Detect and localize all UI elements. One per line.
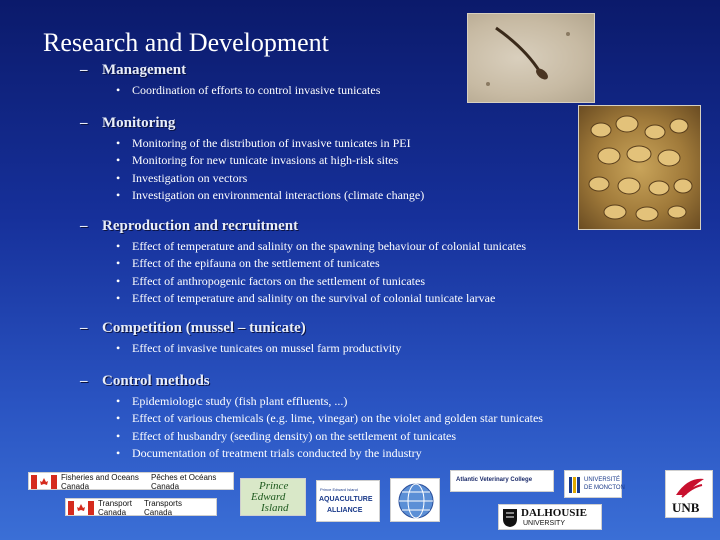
tc-french-country: Canada	[144, 508, 173, 517]
dash-marker: –	[80, 320, 88, 336]
section-heading	[80, 373, 640, 393]
bullet-item	[80, 393, 640, 410]
bullet-dot: •	[116, 394, 121, 408]
canada-flag-icon	[68, 501, 94, 515]
bullet-dot: •	[116, 83, 121, 97]
slide-title: Research and Development	[43, 28, 329, 57]
dash-marker: –	[80, 62, 88, 78]
pei-line3: Island	[261, 502, 289, 514]
bullet-dot: •	[116, 446, 121, 461]
dash-marker: –	[80, 115, 88, 131]
bullet-list	[80, 82, 640, 99]
unb-name: UNB	[672, 500, 700, 515]
bullet-item	[80, 340, 640, 357]
section-monitoring	[80, 115, 640, 205]
bullet-dot: •	[116, 136, 121, 150]
unb-sail-icon	[672, 475, 708, 499]
unb-logo	[665, 470, 713, 518]
avc-name: Atlantic Veterinary College	[456, 477, 533, 483]
bullet-item	[80, 255, 640, 272]
bullet-text: Effect of anthropogenic factors on the settlement of tunicates	[132, 273, 426, 288]
bullet-text: Monitoring for new tunicate invasions at high-risk sites	[132, 153, 399, 168]
bullet-text: Investigation on environmental interactions (climate change)	[132, 188, 425, 203]
bullet-list	[80, 238, 640, 308]
dalhousie-line1: DALHOUSIE	[521, 507, 588, 519]
section-competition	[80, 320, 640, 357]
pei-line1: Prince	[259, 480, 289, 492]
tc-english-country: Canada	[98, 508, 127, 517]
bullet-item	[80, 238, 640, 255]
dfo-logo	[28, 472, 234, 490]
moncton-line2: DE MONCTON	[584, 485, 625, 491]
section-heading	[80, 320, 640, 340]
section-heading	[80, 62, 640, 82]
bullet-list	[80, 393, 640, 463]
dfo-french-country: Canada	[151, 482, 180, 491]
bullet-dot: •	[116, 153, 121, 168]
bullet-dot: •	[116, 188, 121, 203]
dfo-french-name: Pêches et Océans	[151, 473, 217, 482]
bullet-text: Effect of temperature and salinity on the survival of colonial tunicate larvae	[132, 291, 496, 306]
dalhousie-logo	[498, 504, 602, 530]
bullet-dot: •	[116, 411, 121, 426]
dash-marker: –	[80, 373, 88, 389]
bullet-item	[80, 428, 640, 445]
section-heading-label: Competition (mussel – tunicate)	[102, 320, 306, 336]
bullet-text: Effect of temperature and salinity on the spawning behaviour of colonial tunicates	[132, 239, 526, 253]
section-heading-label: Control methods	[102, 373, 210, 389]
bullet-dot: •	[116, 341, 121, 355]
aqua-line2: AQUACULTURE	[319, 496, 373, 503]
dfo-english-name: Fisheries and Oceans	[61, 473, 139, 482]
dalhousie-crest-icon	[502, 508, 518, 528]
bullet-dot: •	[116, 291, 121, 306]
bullet-item	[80, 152, 640, 169]
bullet-text: Monitoring of the distribution of invasive tunicates in PEI	[132, 136, 411, 150]
bullet-list	[80, 340, 640, 357]
aqua-line1: Prince Edward Island	[320, 487, 358, 492]
bullet-text: Coordination of efforts to control invasive tunicates	[132, 83, 381, 97]
bullet-text: Effect of husbandry (seeding density) on the settlement of tunicates	[132, 428, 457, 443]
bullet-text: Effect of the epifauna on the settlement of tunicates	[132, 256, 380, 271]
section-heading	[80, 218, 640, 238]
bullet-dot: •	[116, 170, 121, 185]
avc-logo	[450, 470, 554, 492]
section-heading-label: Reproduction and recruitment	[102, 218, 299, 234]
bullet-text: Documentation of treatment trials conducted by the industry	[132, 446, 422, 461]
dash-marker: –	[80, 218, 88, 234]
bullet-item	[80, 82, 640, 99]
moncton-logo	[564, 470, 625, 498]
bullet-item	[80, 170, 640, 187]
bullet-text: Investigation on vectors	[132, 170, 248, 185]
imo-emblem-logo	[390, 478, 440, 522]
section-reproduction	[80, 218, 640, 308]
dalhousie-line2: UNIVERSITY	[523, 520, 566, 527]
dfo-english-country: Canada	[61, 482, 90, 491]
aquaculture-alliance-logo	[316, 480, 380, 522]
section-control-methods	[80, 373, 640, 463]
canada-flag-icon	[31, 475, 57, 489]
moncton-emblem-icon	[568, 475, 582, 495]
bullet-dot: •	[116, 428, 121, 443]
bullet-item	[80, 135, 640, 152]
bullet-list	[80, 135, 640, 205]
bullet-dot: •	[116, 256, 121, 271]
bullet-text: Effect of various chemicals (e.g. lime, vinegar) on the violet and golden star tunicates	[132, 411, 543, 426]
tc-french-name: Transports	[144, 499, 182, 508]
bullet-text: Effect of invasive tunicates on mussel farm productivity	[132, 341, 402, 355]
aqua-line3: ALLIANCE	[327, 507, 363, 514]
bullet-text: Epidemiologic study (fish plant effluents, ...)	[132, 394, 348, 408]
section-heading	[80, 115, 640, 135]
section-management	[80, 62, 640, 99]
moncton-line1: UNIVERSITÉ	[584, 477, 621, 483]
bullet-item	[80, 410, 640, 427]
transport-canada-logo	[65, 498, 217, 516]
tc-english-name: Transport	[98, 499, 132, 508]
pei-line2: Edward	[251, 491, 286, 503]
bullet-item	[80, 290, 640, 307]
bullet-item	[80, 273, 640, 290]
bullet-dot: •	[116, 273, 121, 288]
bullet-dot: •	[116, 239, 121, 253]
section-heading-label: Monitoring	[102, 115, 176, 131]
bullet-item	[80, 187, 640, 204]
pei-logo	[240, 478, 306, 516]
section-heading-label: Management	[102, 62, 187, 78]
globe-wreath-icon	[391, 479, 441, 523]
bullet-item	[80, 445, 640, 462]
